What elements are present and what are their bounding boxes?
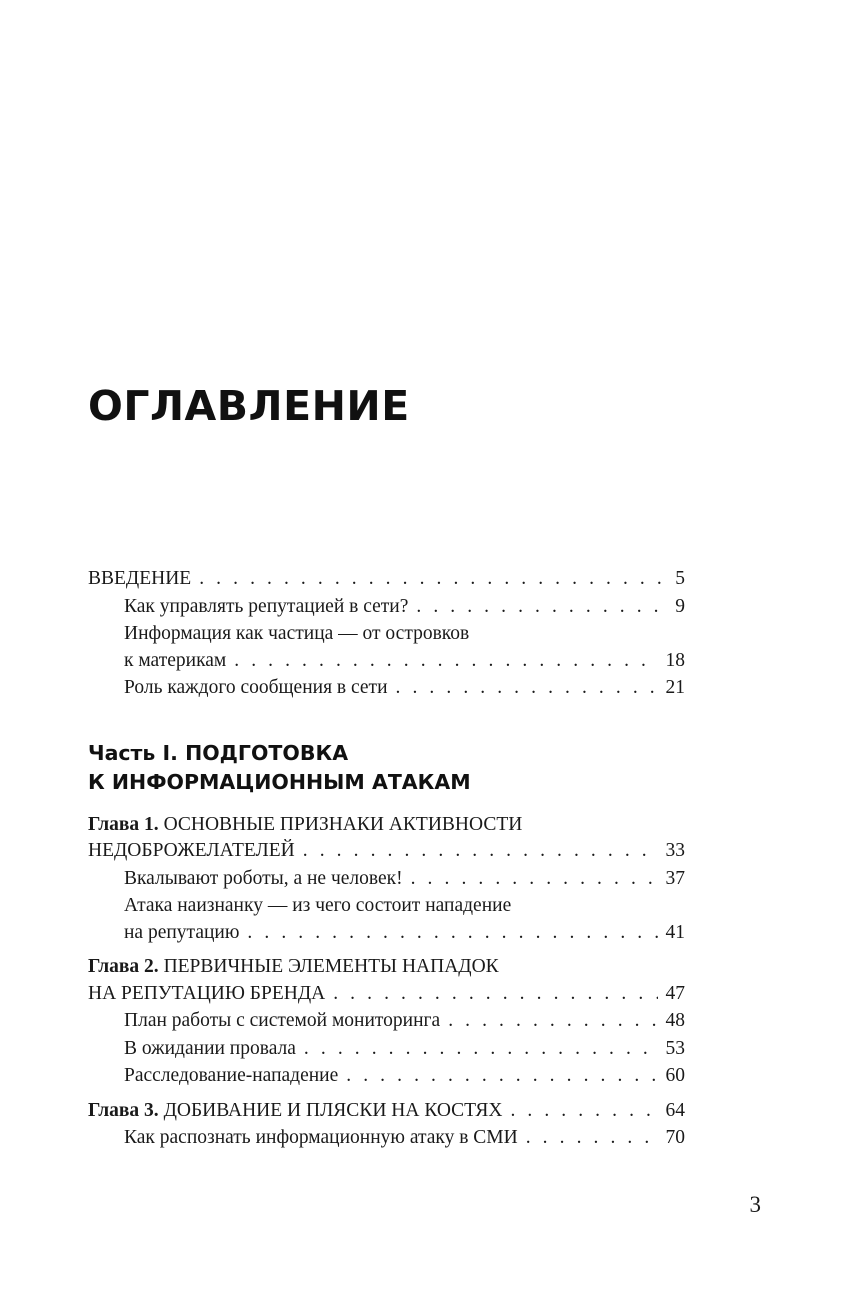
dot-leader: [346, 1063, 657, 1090]
dot-leader: [333, 981, 657, 1008]
dot-leader: [304, 1036, 658, 1063]
dot-leader: [416, 594, 667, 621]
page-number: 33: [665, 840, 685, 861]
page-number: 9: [675, 595, 685, 617]
page-number: 70: [665, 1127, 685, 1148]
toc-entry-subsection[interactable]: [88, 1063, 685, 1090]
page-number: 53: [665, 1037, 685, 1059]
toc-entry-subsection[interactable]: [88, 866, 685, 893]
entry-title: ВВЕДЕНИЕ: [88, 568, 192, 589]
page-number: 5: [675, 568, 685, 589]
page-number: 60: [665, 1065, 685, 1086]
entry-title: к материкам: [124, 649, 227, 671]
page-number: 18: [665, 649, 685, 671]
part-heading-line: Часть I. ПОДГОТОВКА: [88, 740, 349, 765]
dot-leader: [303, 838, 658, 865]
dot-leader: [448, 1008, 657, 1035]
entry-title-line: Информация как частица — от островков: [124, 623, 470, 644]
intro-section: [88, 566, 685, 702]
page-number: 47: [665, 982, 685, 1004]
table-of-contents: [88, 566, 685, 1152]
toc-entry-intro[interactable]: [88, 566, 685, 593]
chapter-3-section: [88, 1098, 685, 1152]
entry-title: Роль каждого сообщения в сети: [124, 677, 388, 698]
part-heading-line: К ИНФОРМАЦИОННЫМ АТАКАМ: [88, 769, 471, 794]
entry-title: В ожидании провала: [124, 1037, 296, 1059]
chapter-1-section: [88, 812, 685, 947]
entry-title: на репутацию: [124, 921, 240, 943]
dot-leader: [396, 675, 658, 702]
entry-title-line: ПЕРВИЧНЫЕ ЭЛЕМЕНТЫ НАПАДОК: [163, 956, 499, 977]
toc-entry-chapter-1[interactable]: [88, 812, 685, 865]
toc-entry-chapter-2[interactable]: [88, 954, 685, 1007]
entry-title: НА РЕПУТАЦИЮ БРЕНДА: [88, 982, 326, 1004]
page-title: ОГЛАВЛЕНИЕ: [88, 382, 410, 430]
dot-leader: [247, 920, 657, 947]
page-number: 41: [665, 921, 685, 943]
entry-title: Расследование-нападение: [124, 1065, 339, 1086]
page-number: 48: [665, 1010, 685, 1031]
page-folio-number: 3: [749, 1192, 761, 1217]
toc-entry-subsection[interactable]: [88, 1036, 685, 1063]
entry-title: ДОБИВАНИЕ И ПЛЯСКИ НА КОСТЯХ: [163, 1099, 503, 1121]
entry-title: НЕДОБРОЖЕЛАТЕЛЕЙ: [88, 840, 295, 861]
page-number: 21: [665, 677, 685, 698]
chapter-label: Глава 3.: [88, 1099, 159, 1121]
part-heading: [88, 739, 685, 797]
chapter-2-section: [88, 954, 685, 1090]
toc-entry-subsection[interactable]: [88, 1008, 685, 1035]
dot-leader: [526, 1125, 658, 1152]
toc-entry-subsection[interactable]: [88, 594, 685, 621]
chapter-label: Глава 1.: [88, 813, 159, 835]
entry-title-line: Атака наизнанку — из чего состоит нападение: [124, 895, 512, 916]
toc-entry-chapter-3[interactable]: [88, 1098, 685, 1125]
entry-title: Как распознать информационную атаку в СМИ: [124, 1127, 518, 1148]
toc-entry-subsection[interactable]: [88, 893, 685, 946]
dot-leader: [234, 648, 657, 675]
toc-entry-subsection[interactable]: [88, 675, 685, 702]
dot-leader: [199, 566, 667, 593]
page-number: 37: [665, 867, 685, 889]
entry-title: Вкалывают роботы, а не человек!: [124, 867, 403, 889]
toc-entry-subsection[interactable]: [88, 621, 685, 674]
entry-title-line: ОСНОВНЫЕ ПРИЗНАКИ АКТИВНОСТИ: [163, 813, 523, 835]
chapter-label: Глава 2.: [88, 956, 159, 977]
page-number: 64: [665, 1099, 685, 1121]
dot-leader: [510, 1098, 657, 1125]
toc-entry-subsection[interactable]: [88, 1125, 685, 1152]
dot-leader: [411, 866, 658, 893]
entry-title: План работы с системой мониторинга: [124, 1010, 441, 1031]
entry-title: Как управлять репутацией в сети?: [124, 595, 409, 617]
